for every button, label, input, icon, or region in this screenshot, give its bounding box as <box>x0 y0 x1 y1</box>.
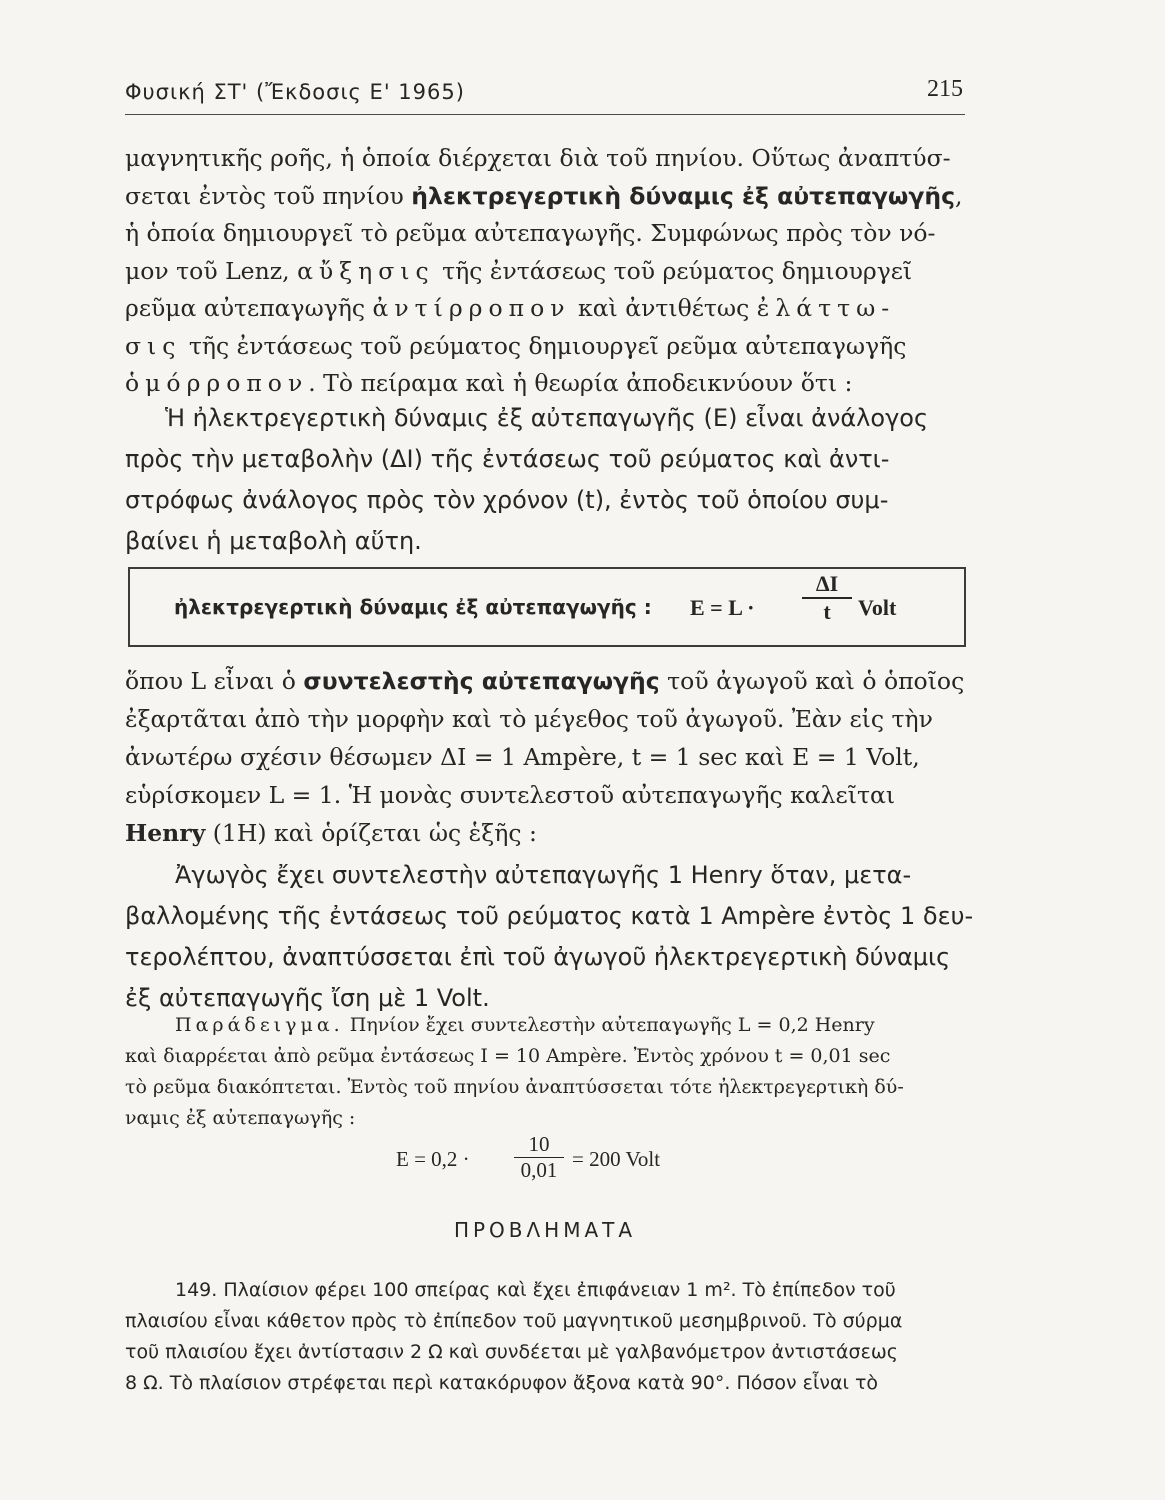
law-statement <box>125 398 970 562</box>
example-equation <box>396 1132 716 1188</box>
text-line: ρεῦμα αὐτεπαγωγῆς ἀντίρροπον καὶ ἀντιθέτως ἐλάττω- <box>125 294 896 322</box>
text-line: ἐξαρτᾶται ἀπὸ τὴν μορφὴν καὶ τὸ μέγεθος τοῦ ἀγωγοῦ. Ἐὰν εἰς τὴν <box>125 705 933 733</box>
term-emf-self-induction: ἠλεκτρεγερτικὴ δύναμις ἐξ αὐτεπαγωγῆς <box>411 181 956 210</box>
example-eq-numerator: 10 <box>514 1132 564 1158</box>
text-line: ἀνωτέρω σχέσιν θέσωμεν ΔΙ = 1 Ampère, t = 1 sec καὶ E = 1 Volt, <box>125 743 920 771</box>
text-line: Παράδειγμα. Πηνίον ἔχει συντελεστὴν αὐτεπαγωγῆς L = 0,2 Henry <box>175 1014 875 1036</box>
text-line: σεται ἐντὸς τοῦ πηνίου ἠλεκτρεγερτικὴ δύναμις ἐξ αὐτεπαγωγῆς, <box>125 181 963 210</box>
term-self-inductance: συντελεστὴς αὐτεπαγωγῆς <box>303 667 660 695</box>
text-line: βαλλομένης τῆς ἐντάσεως τοῦ ρεύματος κατὰ 1 Ampère ἐντὸς 1 δευ- <box>125 902 974 930</box>
problem-149 <box>125 1275 970 1399</box>
example-eq-fraction <box>514 1132 564 1183</box>
formula-fraction <box>802 571 852 625</box>
spaced-term: αὔξησις <box>297 256 435 285</box>
text-line: εὑρίσκομεν L = 1. Ἡ μονὰς συντελεστοῦ αὐτεπαγωγῆς καλεῖται <box>125 781 896 809</box>
text-line: Ἡ ἠλεκτρεγερτικὴ δύναμις ἐξ αὐτεπαγωγῆς (Ε) εἶναι ἀνάλογος <box>165 404 929 432</box>
text-line: ἡ ὁποία δημιουργεῖ τὸ ρεῦμα αὐτεπαγωγῆς. Συμφώνως πρὸς τὸν νό- <box>125 219 936 247</box>
text-line: τοῦ πλαισίου ἔχει ἀντίστασιν 2 Ω καὶ συνδέεται μὲ γαλβανόμετρον ἀντιστάσεως <box>125 1341 898 1363</box>
formula-numerator: ΔΙ <box>802 571 852 599</box>
text-line: Ἀγωγὸς ἔχει συντελεστὴν αὐτεπαγωγῆς 1 Henry ὅταν, μετα- <box>175 861 912 889</box>
text-line: μαγνητικῆς ροῆς, ἡ ὁποία διέρχεται διὰ τοῦ πηνίου. Οὕτως ἀναπτύσ- <box>125 144 951 172</box>
henry-definition <box>125 855 974 1019</box>
text-line: σις τῆς ἐντάσεως τοῦ ρεύματος δημιουργεῖ ρεῦμα αὐτεπαγωγῆς <box>125 331 907 360</box>
text-line: μον τοῦ Lenz, αὔξησις τῆς ἐντάσεως τοῦ ρεύματος δημιουργεῖ <box>125 256 913 285</box>
formula-lhs: E = L · <box>690 595 755 620</box>
spaced-term: ἀντίρροπον <box>372 294 571 322</box>
text-line: ὅπου L εἶναι ὁ συντελεστὴς αὐτεπαγωγῆς τοῦ ἀγωγοῦ καὶ ὁ ὁποῖος <box>125 667 965 695</box>
example-label: Παράδειγμα. <box>175 1014 344 1036</box>
example-eq-rhs: = 200 Volt <box>572 1147 661 1171</box>
page-header <box>125 76 965 115</box>
spaced-term: ὁμόρροπον <box>125 369 309 397</box>
formula-label: ἠλεκτρεγερτικὴ δύναμις ἐξ αὐτεπαγωγῆς : <box>174 595 652 619</box>
paragraph-coefficient <box>125 662 970 852</box>
text-line: καὶ διαρρέεται ἀπὸ ρεῦμα ἐντάσεως I = 10 Ampère. Ἐντὸς χρόνου t = 0,01 sec <box>125 1045 891 1067</box>
text-line: τὸ ρεῦμα διακόπτεται. Ἐντὸς τοῦ πηνίου ἀναπτύσσεται τότε ἠλεκτρεγερτικὴ δύ- <box>125 1076 904 1098</box>
text-line: τερολέπτου, ἀναπτύσσεται ἐπὶ τοῦ ἀγωγοῦ ἠλεκτρεγερτικὴ δύναμις <box>125 943 951 971</box>
spaced-term: ἐλάττω- <box>756 294 896 322</box>
text-line: 8 Ω. Τὸ πλαίσιον στρέφεται περὶ κατακόρυφον ἄξονα κατὰ 90°. Πόσον εἶναι τὸ <box>125 1372 879 1394</box>
spaced-term: σις <box>125 331 182 360</box>
text-line: ὁμόρροπον. Τὸ πείραμα καὶ ἡ θεωρία ἀποδεικνύουν ὅτι : <box>125 369 853 397</box>
example-eq-lhs: E = 0,2 · <box>396 1147 470 1171</box>
text-line: πλαισίου εἶναι κάθετον πρὸς τὸ ἐπίπεδον τοῦ μαγνητικοῦ μεσημβρινοῦ. Τὸ σύρμα <box>125 1310 903 1332</box>
formula-box <box>128 567 966 647</box>
text-line: στρόφως ἀνάλογος πρὸς τὸν χρόνον (t), ἐντὸς τοῦ ὁποίου συμ- <box>125 486 889 514</box>
formula-unit: Volt <box>858 595 897 620</box>
text-line: ναμις ἐξ αὐτεπαγωγῆς : <box>125 1107 356 1129</box>
example <box>125 1010 970 1134</box>
running-title: Φυσική ΣΤ' (Ἔκδοσις Ε' 1965) <box>125 80 465 104</box>
problems-heading: ΠΡΟΒΛΗΜΑΤΑ <box>453 1218 637 1242</box>
paragraph-intro <box>125 140 970 403</box>
text-line: ἐξ αὐτεπαγωγῆς ἴση μὲ 1 Volt. <box>125 984 490 1012</box>
formula-denominator: t <box>823 599 831 624</box>
term-henry: Henry <box>125 819 206 847</box>
text-line: πρὸς τὴν μεταβολὴν (ΔΙ) τῆς ἐντάσεως τοῦ ρεύματος καὶ ἀντι- <box>125 445 890 473</box>
text-line: Henry (1H) καὶ ὁρίζεται ὡς ἑξῆς : <box>125 819 537 847</box>
page-number: 215 <box>927 76 963 102</box>
example-eq-denominator: 0,01 <box>520 1158 558 1182</box>
text-line: βαίνει ἡ μεταβολὴ αὕτη. <box>125 527 422 555</box>
text-line: 149. Πλαίσιον φέρει 100 σπείρας καὶ ἔχει ἐπιφάνειαν 1 m². Τὸ ἐπίπεδον τοῦ <box>175 1279 896 1301</box>
